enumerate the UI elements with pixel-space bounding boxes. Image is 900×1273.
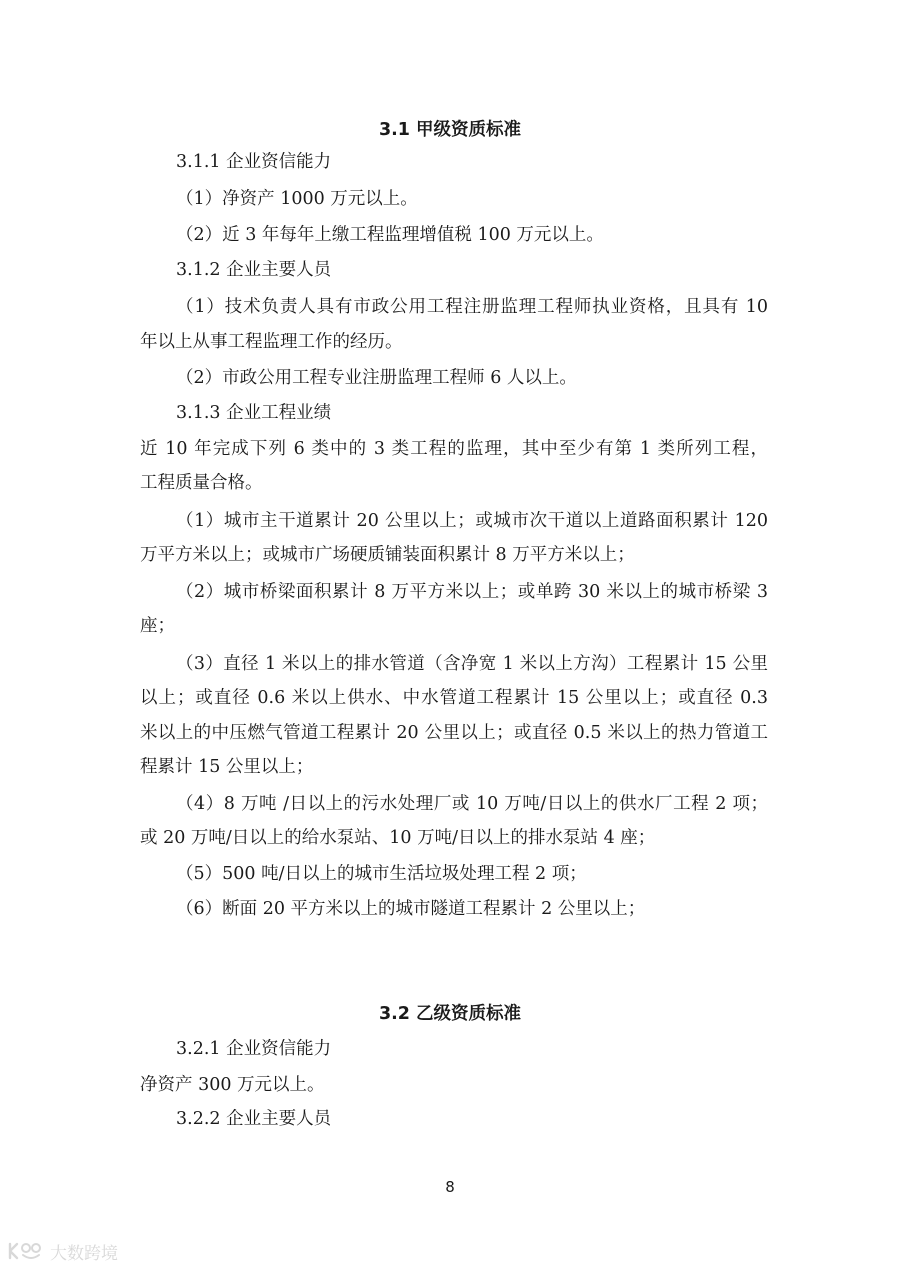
paragraph-item: （6）断面 20 平方米以上的城市隧道工程累计 2 公里以上；: [176, 899, 646, 919]
watermark: [8, 1238, 118, 1264]
paragraph-item: （2）近 3 年每年上缴工程监理增值税 100 万元以上。: [176, 225, 604, 245]
paragraph-line: 或 20 万吨/日以上的给水泵站、10 万吨/日以上的排水泵站 4 座；: [140, 828, 656, 848]
paragraph-line: （4）8 万吨 /日以上的污水处理厂或 10 万吨/日以上的供水厂工程 2 项；: [176, 794, 768, 814]
paragraph-line: 以上；或直径 0.6 米以上供水、中水管道工程累计 15 公里以上；或直径 0.3: [140, 688, 768, 708]
section-heading-3-2: 3.2 乙级资质标准: [378, 1004, 522, 1024]
paragraph-line: 工程质量合格。: [140, 473, 263, 493]
paragraph-line: 净资产 300 万元以上。: [140, 1075, 325, 1095]
paragraph-item: （5）500 吨/日以上的城市生活垃圾处理工程 2 项；: [176, 864, 587, 884]
paragraph-line: 程累计 15 公里以上；: [140, 757, 314, 777]
subsection-title-3-1-2: 3.1.2 企业主要人员: [176, 260, 332, 280]
paragraph-line: （1）城市主干道累计 20 公里以上；或城市次干道以上道路面积累计 120: [176, 511, 768, 531]
paragraph-line: 米以上的中压燃气管道工程累计 20 公里以上；或直径 0.5 米以上的热力管道工: [140, 723, 768, 743]
subsection-title-3-1-3: 3.1.3 企业工程业绩: [176, 403, 332, 423]
subsection-title-3-2-1: 3.2.1 企业资信能力: [176, 1039, 332, 1059]
subsection-title-3-1-1: 3.1.1 企业资信能力: [176, 152, 332, 172]
subsection-title-3-2-2: 3.2.2 企业主要人员: [176, 1109, 332, 1129]
paragraph-line: 近 10 年完成下列 6 类中的 3 类工程的监理，其中至少有第 1 类所列工程，: [140, 439, 768, 459]
section-heading-3-1: 3.1 甲级资质标准: [378, 120, 522, 140]
watermark-text: 大数跨境: [50, 1243, 118, 1264]
paragraph-line: （3）直径 1 米以上的排水管道（含净宽 1 米以上方沟）工程累计 15 公里: [176, 654, 768, 674]
page-number: 8: [445, 1178, 455, 1196]
paragraph-line: 年以上从事工程监理工作的经历。: [140, 332, 403, 352]
paragraph-item: （1）净资产 1000 万元以上。: [176, 189, 418, 209]
paragraph-item: （2）市政公用工程专业注册监理工程师 6 人以上。: [176, 368, 577, 388]
brand-logo-icon: [8, 1240, 44, 1262]
paragraph-line: 万平方米以上；或城市广场硬质铺装面积累计 8 万平方米以上；: [140, 545, 635, 565]
paragraph-line: 座；: [140, 616, 175, 636]
paragraph-line: （2）城市桥梁面积累计 8 万平方米以上；或单跨 30 米以上的城市桥梁 3: [176, 582, 768, 602]
paragraph-line: （1）技术负责人具有市政公用工程注册监理工程师执业资格，且具有 10: [176, 297, 768, 317]
